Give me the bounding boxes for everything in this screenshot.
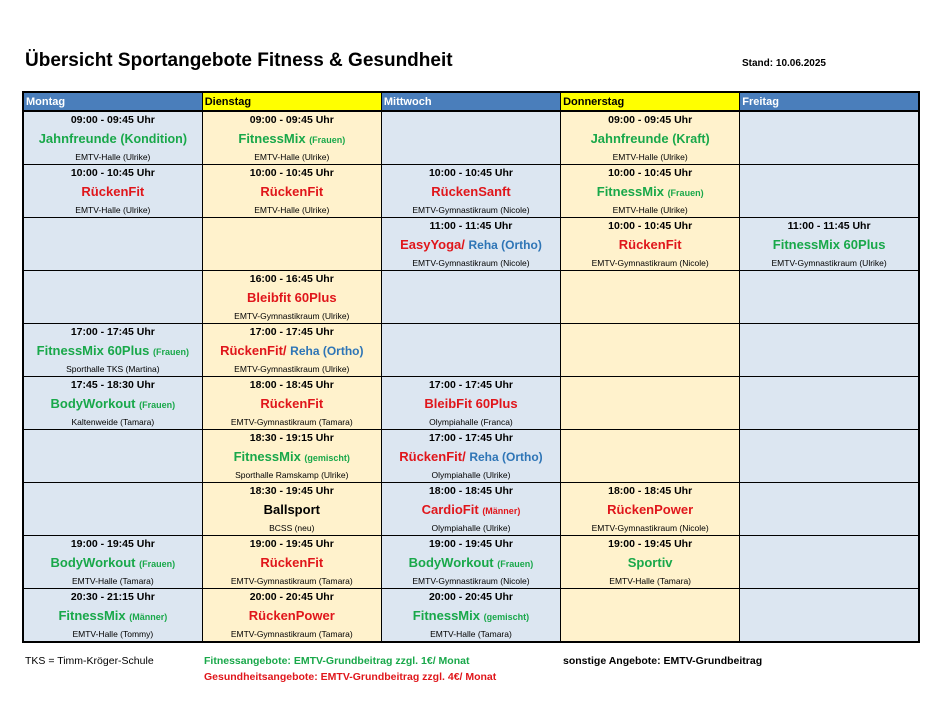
empty-slot	[561, 377, 740, 430]
table-row	[23, 430, 919, 483]
course-location: Kaltenweide (Tamara)	[71, 417, 155, 427]
course-slot	[381, 377, 560, 430]
course-target-group: (gemischt)	[304, 452, 350, 463]
course-time: 17:00 - 17:45 Uhr	[249, 326, 334, 338]
course-location: EMTV-Halle (Tamara)	[71, 576, 154, 586]
course-slot	[561, 536, 740, 589]
course-title	[24, 131, 202, 147]
course-entry	[203, 378, 381, 428]
course-target-group: (gemischt)	[483, 611, 530, 622]
course-location: EMTV-Halle (Ulrike)	[75, 205, 151, 215]
course-title	[382, 555, 560, 572]
course-location: Olympiahalle (Franca)	[429, 417, 513, 427]
course-title	[561, 237, 739, 253]
course-time: 18:00 - 18:45 Uhr	[249, 379, 334, 391]
course-entry	[24, 113, 202, 163]
course-slot	[23, 111, 202, 165]
course-name: FitnessMix	[238, 130, 306, 146]
course-time: 10:00 - 10:45 Uhr	[608, 167, 693, 179]
course-time: 19:00 - 19:45 Uhr	[428, 538, 513, 550]
course-time: 19:00 - 19:45 Uhr	[608, 538, 693, 550]
course-entry	[382, 431, 560, 481]
course-entry	[203, 484, 381, 534]
course-name: RückenFit/	[220, 343, 287, 358]
course-time: 17:00 - 17:45 Uhr	[70, 326, 155, 338]
course-name: CardioFit	[421, 501, 479, 517]
course-slot	[202, 589, 381, 643]
course-location: EMTV-Halle (Ulrike)	[75, 152, 151, 162]
course-name: FitnessMix	[58, 607, 126, 623]
course-target-group: (Kondition)	[120, 132, 187, 146]
course-entry	[382, 219, 560, 269]
course-entry	[203, 113, 381, 163]
course-title	[24, 184, 202, 200]
course-title	[24, 555, 202, 572]
course-name: FitnessMix	[596, 183, 664, 199]
empty-slot	[23, 271, 202, 324]
course-title	[24, 396, 202, 413]
course-title	[561, 131, 739, 147]
course-title	[382, 396, 560, 412]
course-name: BodyWorkout	[408, 554, 494, 570]
course-slot	[381, 589, 560, 643]
empty-slot	[381, 324, 560, 377]
course-location: EMTV-Gymnastikraum (Ulrike)	[234, 311, 350, 321]
course-title	[382, 449, 560, 465]
course-time: 09:00 - 09:45 Uhr	[249, 114, 334, 126]
course-location: EMTV-Gymnastikraum (Nicole)	[591, 523, 709, 533]
empty-slot	[23, 483, 202, 536]
course-entry	[24, 590, 202, 640]
course-name: RückenFit	[618, 237, 682, 252]
footer-health: Gesundheitsangebote: EMTV-Grundbeitrag zzgl. 4€/ Monat	[204, 671, 497, 683]
course-slot	[381, 165, 560, 218]
empty-slot	[740, 324, 919, 377]
table-row	[23, 271, 919, 324]
course-time: 20:00 - 20:45 Uhr	[249, 591, 334, 603]
course-entry	[382, 537, 560, 587]
course-name: FitnessMix 60Plus	[36, 342, 150, 358]
course-name: FitnessMix 60Plus	[772, 237, 886, 252]
course-name: FitnessMix	[412, 607, 480, 623]
course-name: BodyWorkout	[50, 554, 136, 570]
course-entry	[561, 537, 739, 587]
course-name: Jahnfreunde	[38, 131, 117, 146]
course-name: RückenFit	[260, 555, 324, 570]
course-name: EasyYoga/	[400, 237, 465, 252]
course-entry	[24, 166, 202, 216]
course-name: RückenFit	[260, 396, 324, 411]
table-row	[23, 218, 919, 271]
day-header-donnerstag: Donnerstag	[561, 92, 740, 111]
empty-slot	[381, 271, 560, 324]
footer-fitness: Fitnessangebote: EMTV-Grundbeitrag zzgl. 1€/ Monat	[204, 655, 470, 667]
course-slot	[381, 218, 560, 271]
course-slot	[23, 377, 202, 430]
course-entry	[24, 537, 202, 587]
course-time: 17:00 - 17:45 Uhr	[428, 379, 513, 391]
day-header-freitag: Freitag	[740, 92, 919, 111]
course-location: EMTV-Halle (Ulrike)	[612, 205, 688, 215]
course-title	[203, 184, 381, 200]
course-location: EMTV-Gymnastikraum (Nicole)	[591, 258, 709, 268]
day-header-mittwoch: Mittwoch	[381, 92, 560, 111]
course-target-group: (Frauen)	[497, 558, 534, 569]
course-time: 19:00 - 19:45 Uhr	[70, 538, 155, 550]
course-target-group: (Kraft)	[672, 132, 710, 146]
course-location: Sporthalle Ramskamp (Ulrike)	[235, 470, 349, 480]
empty-slot	[561, 324, 740, 377]
course-entry	[382, 590, 560, 640]
course-location: Sporthalle TKS (Martina)	[66, 364, 160, 374]
table-row	[23, 589, 919, 643]
empty-slot	[740, 377, 919, 430]
table-row	[23, 536, 919, 589]
empty-slot	[740, 430, 919, 483]
course-target-group: Reha (Ortho)	[290, 344, 364, 358]
course-slot	[740, 218, 919, 271]
course-entry	[561, 219, 739, 269]
course-slot	[561, 111, 740, 165]
course-location: EMTV-Gymnastikraum (Nicole)	[412, 258, 530, 268]
course-target-group: Reha (Ortho)	[468, 238, 542, 252]
course-entry	[203, 325, 381, 375]
course-slot	[202, 483, 381, 536]
course-slot	[23, 536, 202, 589]
course-title	[203, 343, 381, 359]
empty-slot	[561, 589, 740, 643]
course-target-group: Reha (Ortho)	[469, 450, 543, 464]
course-title	[203, 290, 381, 306]
course-location: Olympiahalle (Ulrike)	[431, 470, 511, 480]
course-location: EMTV-Halle (Ulrike)	[254, 152, 330, 162]
course-slot	[561, 483, 740, 536]
course-title	[203, 449, 381, 466]
course-slot	[202, 324, 381, 377]
course-location: EMTV-Gymnastikraum (Nicole)	[412, 576, 530, 586]
empty-slot	[740, 271, 919, 324]
course-slot	[381, 430, 560, 483]
course-title	[382, 502, 560, 519]
course-title	[24, 608, 202, 625]
course-entry	[203, 272, 381, 322]
table-row	[23, 483, 919, 536]
course-name: Ballsport	[263, 502, 320, 517]
course-name: RückenSanft	[431, 184, 511, 199]
course-entry	[382, 484, 560, 534]
course-slot	[202, 165, 381, 218]
course-entry	[203, 431, 381, 481]
empty-slot	[561, 271, 740, 324]
course-time: 10:00 - 10:45 Uhr	[608, 220, 693, 232]
course-title	[382, 608, 560, 625]
course-title	[740, 237, 918, 253]
course-slot	[202, 430, 381, 483]
stand-date: Stand: 10.06.2025	[742, 58, 826, 69]
course-time: 17:00 - 17:45 Uhr	[428, 432, 513, 444]
course-slot	[561, 218, 740, 271]
footer-other: sonstige Angebote: EMTV-Grundbeitrag	[563, 655, 763, 667]
course-location: EMTV-Halle (Tommy)	[72, 629, 154, 639]
course-slot	[23, 589, 202, 643]
course-slot	[381, 536, 560, 589]
empty-slot	[740, 165, 919, 218]
course-title	[382, 237, 560, 253]
course-entry	[561, 166, 739, 216]
page-title: Übersicht Sportangebote Fitness & Gesundheit	[25, 50, 453, 71]
course-time: 18:00 - 18:45 Uhr	[428, 485, 513, 497]
course-name: RückenPower	[607, 502, 694, 517]
course-time: 09:00 - 09:45 Uhr	[608, 114, 693, 126]
empty-slot	[740, 111, 919, 165]
course-target-group: (Frauen)	[309, 134, 346, 145]
course-location: EMTV-Halle (Ulrike)	[612, 152, 688, 162]
empty-slot	[23, 218, 202, 271]
course-time: 16:00 - 16:45 Uhr	[249, 273, 334, 285]
empty-slot	[740, 536, 919, 589]
course-title	[561, 184, 739, 201]
course-entry	[740, 219, 918, 269]
course-time: 20:00 - 20:45 Uhr	[428, 591, 513, 603]
table-row	[23, 324, 919, 377]
course-entry	[203, 590, 381, 640]
empty-slot	[202, 218, 381, 271]
course-location: EMTV-Gymnastikraum (Tamara)	[230, 417, 353, 427]
empty-slot	[561, 430, 740, 483]
course-time: 09:00 - 09:45 Uhr	[70, 114, 155, 126]
course-time: 19:00 - 19:45 Uhr	[249, 538, 334, 550]
footer-tks: TKS = Timm-Kröger-Schule	[25, 655, 154, 667]
course-name: FitnessMix	[233, 448, 301, 464]
empty-slot	[23, 430, 202, 483]
course-entry	[382, 166, 560, 216]
empty-slot	[381, 111, 560, 165]
course-slot	[561, 165, 740, 218]
day-header-dienstag: Dienstag	[202, 92, 381, 111]
course-entry	[561, 484, 739, 534]
course-name: RückenFit/	[399, 449, 466, 464]
empty-slot	[740, 589, 919, 643]
course-title	[203, 502, 381, 518]
course-location: EMTV-Gymnastikraum (Ulrike)	[771, 258, 887, 268]
course-slot	[202, 111, 381, 165]
course-name: BleibFit 60Plus	[424, 396, 518, 411]
course-title	[382, 184, 560, 200]
course-target-group: (Frauen)	[153, 346, 190, 357]
empty-slot	[740, 483, 919, 536]
course-name: RückenPower	[248, 608, 335, 623]
course-location: BCSS (neu)	[269, 523, 315, 533]
course-time: 20:30 - 21:15 Uhr	[70, 591, 155, 603]
course-title	[561, 555, 739, 571]
course-title	[203, 608, 381, 624]
course-location: EMTV-Gymnastikraum (Ulrike)	[234, 364, 350, 374]
course-target-group: (Frauen)	[139, 558, 176, 569]
day-header-montag: Montag	[23, 92, 202, 111]
course-name: BodyWorkout	[50, 395, 136, 411]
course-target-group: (Männer)	[129, 611, 168, 622]
course-location: EMTV-Halle (Ulrike)	[254, 205, 330, 215]
course-time: 10:00 - 10:45 Uhr	[249, 167, 334, 179]
course-title	[24, 343, 202, 360]
course-entry	[203, 166, 381, 216]
course-time: 10:00 - 10:45 Uhr	[428, 167, 513, 179]
course-title	[203, 131, 381, 148]
course-entry	[24, 325, 202, 375]
course-slot	[381, 483, 560, 536]
course-location: EMTV-Halle (Tamara)	[430, 629, 512, 639]
course-target-group: (Männer)	[482, 505, 521, 516]
course-time: 18:30 - 19:15 Uhr	[249, 432, 334, 444]
course-slot	[202, 377, 381, 430]
course-name: Jahnfreunde	[590, 131, 669, 146]
course-title	[203, 396, 381, 412]
course-slot	[202, 536, 381, 589]
header-row	[23, 92, 919, 111]
course-name: Sportiv	[627, 555, 673, 570]
schedule-table	[22, 91, 920, 643]
course-location: Olympiahalle (Ulrike)	[431, 523, 511, 533]
course-target-group: (Frauen)	[139, 399, 176, 410]
course-location: EMTV-Gymnastikraum (Tamara)	[230, 576, 353, 586]
course-name: RückenFit	[260, 184, 324, 199]
course-name: Bleibfit 60Plus	[246, 290, 337, 305]
table-row	[23, 377, 919, 430]
course-time: 17:45 - 18:30 Uhr	[70, 379, 155, 391]
course-target-group: (Frauen)	[667, 187, 704, 198]
course-name: RückenFit	[81, 184, 145, 199]
course-slot	[202, 271, 381, 324]
course-time: 11:00 - 11:45 Uhr	[787, 220, 871, 232]
table-row	[23, 111, 919, 165]
course-slot	[23, 324, 202, 377]
course-entry	[561, 113, 739, 163]
schedule-body	[23, 111, 919, 642]
course-slot	[23, 165, 202, 218]
course-entry	[24, 378, 202, 428]
course-time: 18:30 - 19:45 Uhr	[249, 485, 334, 497]
course-location: EMTV-Halle (Tamara)	[609, 576, 692, 586]
course-time: 18:00 - 18:45 Uhr	[608, 485, 693, 497]
course-time: 11:00 - 11:45 Uhr	[429, 220, 513, 232]
course-time: 10:00 - 10:45 Uhr	[70, 167, 155, 179]
course-location: EMTV-Gymnastikraum (Tamara)	[230, 629, 353, 639]
course-entry	[382, 378, 560, 428]
course-entry	[203, 537, 381, 587]
course-title	[561, 502, 739, 518]
course-title	[203, 555, 381, 571]
table-row	[23, 165, 919, 218]
course-location: EMTV-Gymnastikraum (Nicole)	[412, 205, 530, 215]
